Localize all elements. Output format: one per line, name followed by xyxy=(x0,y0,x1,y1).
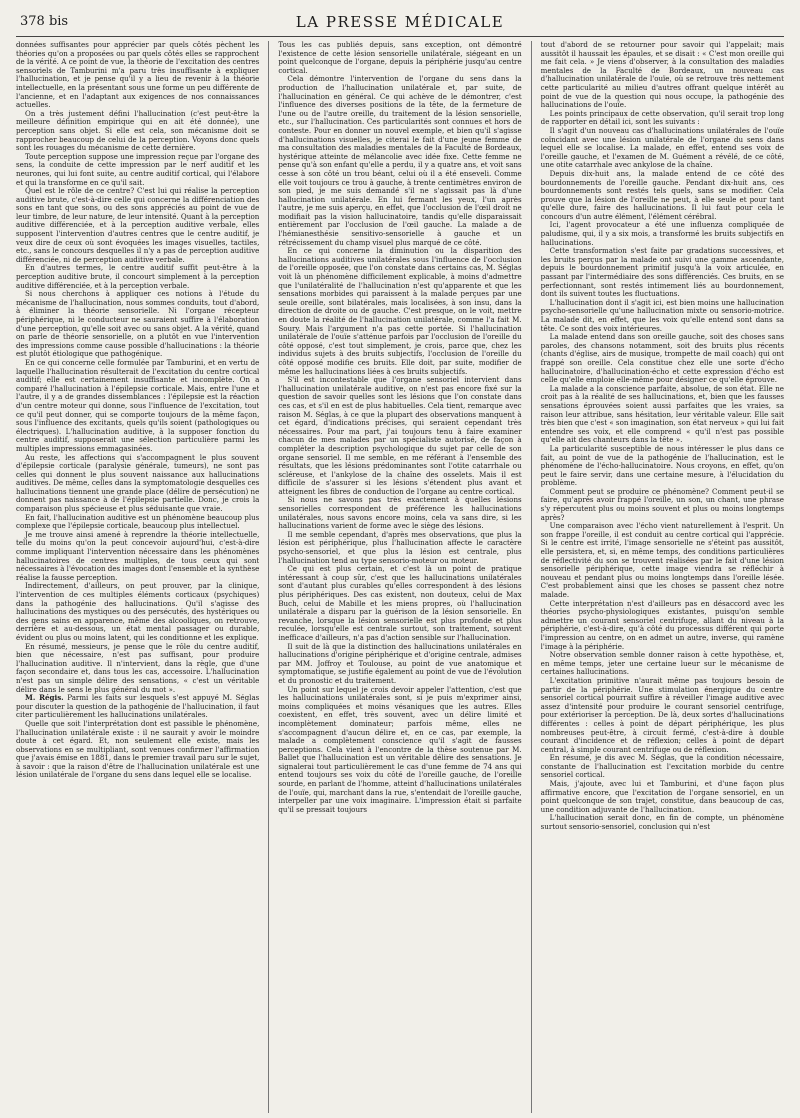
paragraph: Une comparaison avec l'écho vient naturellement à l'esprit. Un son frappe l'oreille, il est conduit au centre cortical qui l'apprécie. Si le centre est irrité, l'image sensorielle ne s'éteint pas aussitôt, elle persistera, et, si, en même temps, des conditions particulières de réflectivité du son se trouvent réalisées par le fait d'une lésion sensorielle périphérique, cette image viendra se réfléchir à nouveau et pendant plus ou moins longtemps dans l'oreille lésée. C'est probablement ainsi que les choses se passent chez notre malade. xyxy=(540,521,784,599)
paragraph: Notre observation semble donner raison à cette hypothèse, et, en même temps, jeter une certaine lueur sur le mécanisme de certaines hallucinations. xyxy=(540,650,784,677)
paragraph: En résumé, je dis avec M. Séglas, que la condition nécessaire, constante de l'hallucination est l'excitation morbide du centre sensoriel cortical. xyxy=(540,753,784,780)
paragraph: Cette transformation s'est faite par gradations successives, et les bruits perçus par la malade ont suivi une gamme ascendante, depuis le bourdonnement primitif jusqu'à la voix articulée, en passant par l'intermédiaire des sons différenciés. Ces bruits, en se perfectionnant, sont restés intimement liés au bourdonnement, dont ils suivent toutes les fluctuations. xyxy=(540,246,784,299)
paragraph: Il suit de là que la distinction des hallucinations unilatérales en hallucinations d'origine périphérique et d'origine centrale, admises par MM. Joffroy et Toulouse, au point de vue anatomique et symptomatique, se justifie également au point de vue de l'évolution et du pronostic et du traitement. xyxy=(278,641,522,685)
paragraph: Tous les cas publiés depuis, sans exception, ont démontré l'existence de cette lésion sensorielle unilatérale, siégeant en un point quelconque de l'organe, depuis la périphérie jusqu'au centre cortical. xyxy=(278,41,522,75)
paragraph: Il s'agit d'un nouveau cas d'hallucinations unilatérales de l'ouïe coïncidant avec une lésion unilatérale de l'organe du sens dans lequel elle se localise. La malade, en effet, entend ses voix de l'oreille gauche, et l'examen de M. Guément a révélé, de ce côté, une otite catarrhale avec ankylose de la chaîne. xyxy=(540,125,784,170)
paragraph: Si nous cherchons à appliquer ces notions à l'étude du mécanisme de l'hallucination, nous sommes conduits, tout d'abord, à éliminer la théorie sensorielle. Ni l'organe récepteur périphérique, ni le conducteur ne sauraient suffire à l'élaboration d'une perception, qu'elle soit avec ou sans objet. A la vérité, quand on parle de théorie sensorielle, on a plutôt en vue l'intervention des impressions comme cause possible d'hallucinations : la théorie est plutôt étiologique que pathogénique. xyxy=(16,289,260,359)
paragraph: Quelle que soit l'interprétation dont est passible le phénomène, l'hallucination unilatérale existe : il ne saurait y avoir le moindre doute à cet égard. Et, non seulement elle existe, mais les observations en se multipliant, sont venues confirmer l'affirmation que j'avais émise en 1881, dans le premier travail paru sur le sujet, à savoir : que la raison d'être de l'hallucination unilatérale est une lésion unilatérale de l'organe du sens dans lequel elle se localise. xyxy=(16,718,260,780)
paragraph: La malade a la conscience parfaite, absolue, de son état. Elle ne croit pas à la réalité de ses hallucinations, et, bien que les fausses sensations éprouvées soient aussi parfaites que les vraies, sa raison leur attribue, sans hésitation, leur véritable valeur. Elle sait très bien que c'est « son imagination, son état nerveux » qui lui fait entendre ses voix, et elle comprend « qu'il n'est pas possible qu'elle ait des chanteurs dans la tête ». xyxy=(540,383,784,445)
paragraph: L'excitation primitive n'aurait même pas toujours besoin de partir de la périphérie. Une stimulation énergique du centre sensoriel cortical pourrait suffire à réveiller l'image auditive avec assez d'intensité pour produire le courant sensoriel centrifuge, pour extérioriser la perception. De là, deux sortes d'hallucinations différentes : celles à point de départ périphérique, les plus nombreuses peut-être, à circuit fermé, c'est-à-dire à double courant d'incidence et de réflexion; celles à point de départ central, à simple courant centrifuge ou de réflexion. xyxy=(540,675,784,754)
column-divider xyxy=(268,41,269,1113)
paragraph: La malade entend dans son oreille gauche, soit des choses sans paroles, des chansons notamment, soit des bruits plus récents (chants d'église, airs de musique, trompette de mail coach) qui ont frappé son oreille. Cela constitue chez elle une sorte d'écho hallucinatoire, d'hallucination-écho et cette expression d'écho est celle qu'elle emploie elle-même pour désigner ce qu'elle éprouve. xyxy=(540,332,784,385)
paragraph: Si nous ne savons pas très exactement à quelles lésions sensorielles correspondent de préférence les hallucinations unilatérales, nous savons encore moins, cela va sans dire, si les hallucinations varient de forme avec le siège des lésions. xyxy=(278,495,522,531)
paragraph: Cela démontre l'intervention de l'organe du sens dans la production de l'hallucination unilatérale et, par suite, de l'hallucination en général. Ce qui achève de le démontrer, c'est l'influence des diverses positions de la tête, de la fermeture de l'une ou de l'autre oreille, du traitement de la lésion sensorielle, etc., sur l'hallucination. Ces particularités sont connues et hors de conteste. Pour en donner un nouvel exemple, et bien qu'il s'agisse d'hallucinations visuelles, je citerai le fait d'une jeune femme de ma consultation des maladies mentales de la Faculté de Bordeaux, hystérique atteinte de mélancolie avec idée fixe. Cette femme ne pense qu'à son enfant qu'elle a perdu, il y a quatre ans, et voit sans cesse à son côté un trou béant, celui où il a été enseveli. Comme elle voit toujours ce trou à gauche, à trente centimètres environ de son pied, je me suis demandé s'il ne s'agissait pas là d'une hallucination unilatérale. En lui fermant les yeux, l'un après l'autre, je me suis aperçu, en effet, que l'occlusion de l'œil droit ne modifiait pas la vision hallucinatoire, tandis qu'elle disparaissait entièrement par l'occlusion de l'œil gauche. La malade a de l'hémianesthésie sensitivo-sensorielle à gauche et un rétrécissement du champ visuel plus marqué de ce côté. xyxy=(278,74,522,247)
column-left xyxy=(16,41,259,1113)
paragraph: tout d'abord de se retourner pour savoir qui l'appelait; mais aussitôt il haussait les épaules, et se disait : « C'est mon oreille qui me fait cela. » Je viens d'observer, à la consultation des maladies mentales de la Faculté de Bordeaux, un nouveau cas d'hallucination unilatérale de l'ouïe, où se retrouve très nettement cette particularité au milieu d'autres offrant quelque intérêt au point de vue de la question qui nous occupe, la pathogénie des hallucinations de l'ouïe. xyxy=(540,41,784,110)
paragraph: Ce qui est plus certain, et c'est là un point de pratique intéressant à coup sûr, c'est que les hallucinations unilatérales sont d'autant plus curables qu'elles correspondent à des lésions plus périphériques. Des cas existent, non douteux, celui de Max Buch, celui de Mabille et les miens propres, où l'hallucination unilatérale a disparu par la guérison de la lésion sensorielle. En revanche, lorsque la lésion sensorielle est plus profonde et plus reculée, lorsqu'elle est centrale surtout, son traitement, souvent inefficace d'ailleurs, n'a pas d'action sensible sur l'hallucination. xyxy=(278,564,522,642)
paragraph: Indirectement, d'ailleurs, on peut prouver, par la clinique, l'intervention de ces multiples éléments corticaux (psychiques) dans la pathogénie des hallucinations. Qu'il s'agisse des hallucinations des mystiques ou des persécutés, des hystériques ou des gens sains en apparence, même des alcooliques, on retrouve, derrière et au-dessous, un état mental passager ou durable, évident ou plus ou moins latent, qui les conditionne et les explique. xyxy=(16,581,260,642)
paragraph: Ici, l'agent provocateur a été une influenza compliquée de paludisme, qui, il y a six mois, a transformé les bruits subjectifs en hallucinations. xyxy=(540,220,784,247)
page-header xyxy=(16,6,784,37)
paragraph: S'il est incontestable que l'organe sensoriel intervient dans l'hallucination unilatérale auditive, on n'est pas encore fixé sur la question de savoir quelles sont les lésions que l'on constate dans ces cas, et s'il en est de plus habituelles. Cela tient, remarque avec raison M. Séglas, à ce que la plupart des observations manquent à cet égard, d'indications précises, qui seraient cependant très nécessaires. Pour ma part, j'ai toujours tenu à faire examiner chacun de mes malades par un spécialiste autorisé, de façon à compléter la description psychologique du sujet par celle de son organe sensoriel. Il me semble, en me référant à l'ensemble des résultats, que les lésions prédominantes sont l'otite catarrhale ou scléreuse, et l'ankylose de la chaîne des osselets. Mais il est difficile de s'assurer si les lésions s'étendent plus avant et atteignent les fibres de conduction de l'organe au centre cortical. xyxy=(278,375,522,496)
paragraph: données suffisantes pour apprécier par quels côtés pèchent les théories qu'on a proposées ou par quels côtés elles se rapprochent de la vérité. A ce point de vue, la théorie de l'excitation des centres sensoriels de Tamburini m'a paru très insuffisante à expliquer l'hallucination, et je pense qu'il y a lieu de revenir à la théorie intellectuelle, en la présentant sous une forme un peu différente de l'ancienne, et en l'adaptant aux exigences de nos connaissances actuelles. xyxy=(16,41,260,110)
paragraph: En résumé, messieurs, je pense que le rôle du centre auditif, bien que nécessaire, n'est pas suffisant, pour produire l'hallucination auditive. Il n'intervient, dans la règle, que d'une façon secondaire et, dans tous les cas, accessoire. L'hallucination n'est pas un simple délire des sensations, « c'est un véritable délire dans le sens le plus général du mot ». xyxy=(16,641,260,694)
paragraph: En ce qui concerne la diminution ou la disparition des hallucinations auditives unilatérales sous l'influence de l'occlusion de l'oreille opposée, que l'on constate dans certains cas, M. Séglas voit là un phénomène difficilement explicable, à moins d'admettre que l'unilatéralité de l'hallucination n'est qu'apparente et que les sensations morbides qui paraissent à la malade perçues par une seule oreille, sont bilatérales, mais localisées, à son insu, dans la direction de droite ou de gauche. C'est presque, on le voit, mettre en doute la réalité de l'hallucination unilatérale, comme l'a fait M. Soury. Mais l'argument n'a pas cette portée. Si l'hallucination unilatérale de l'ouïe s'atténue parfois par l'occlusion de l'oreille du côté opposé, c'est tout simplement, je crois, parce que, chez les individus sujets à des bruits subjectifs, l'occlusion de l'oreille du côté opposé modifie ces bruits. Elle doit, par suite, modifier de même les hallucinations liées à ces bruits subjectifs. xyxy=(278,246,522,376)
paragraph: L'hallucination serait donc, en fin de compte, un phénomène surtout sensorio-sensoriel, conclusion qui n'est xyxy=(540,813,784,832)
paragraph: En fait, l'hallucination auditive est un phénomène beaucoup plus complexe que l'épilepsie corticale, beaucoup plus intellectuel. xyxy=(16,512,260,531)
paragraph: Quel est le rôle de ce centre? C'est lui qui réalise la perception auditive brute, c'est-à-dire celle qui concerne la différenciation des sons en tant que sons, ou des sons appréciés au point de vue de leur timbre, de leur nature, de leur intensité. Quant à la perception auditive différenciée, et à la perception auditive verbale, elles supposent l'intervention d'autres centres que le centre auditif, je veux dire de ceux où sont évoquées les images visuelles, tactiles, etc., sans le concours desquelles il n'y a pas de perception auditive différenciée, ni de perception auditive verbale. xyxy=(16,186,260,264)
paragraph: Comment peut se produire ce phénomène? Comment peut-il se faire, qu'après avoir frappé l'oreille, un son, un chant, une phrase s'y répercutent plus ou moins souvent et plus ou moins longtemps après? xyxy=(540,486,784,522)
column-middle xyxy=(278,41,521,1113)
speaker-name: M. Régis. xyxy=(25,693,64,703)
paragraph: Les points principaux de cette observation, qu'il serait trop long de rapporter en détail ici, sont les suivants : xyxy=(540,108,784,127)
paragraph: Il me semble cependant, d'après mes observations, que plus la lésion est périphérique, plus l'hallucination affecte le caractère psycho-sensoriel, et que plus la lésion est centrale, plus l'hallucination tend au type sensorio-moteur ou moteur. xyxy=(278,529,522,565)
paragraph: Je me trouve ainsi amené à reprendre la théorie intellectuelle, telle du moins qu'on la peut concevoir aujourd'hui, c'est-à-dire comme impliquant l'intervention nécessaire dans les phénomènes hallucinatoires de centres multiples, de tous ceux qui sont nécessaires à l'évocation des images dont l'ensemble et la synthèse réalise la fausse perception. xyxy=(16,529,260,582)
paragraph: Un point sur lequel je crois devoir appeler l'attention, c'est que les hallucinations unilatérales sont, si je puis m'exprimer ainsi, moins compliquées et moins vésaniques que les autres. Elles coexistent, en effet, très souvent, avec un délire limité et incomplètement dominateur; parfois même, elles ne s'accompagnent d'aucun délire et, en ce cas, par exemple, la malade a complètement conscience qu'il s'agit de fausses perceptions. Cela vient à l'encontre de la thèse soutenue par M. Ballet que l'hallucination est un véritable délire des sensations. Je signalerai tout particulièrement le cas d'une femme de 74 ans qui entend toujours ses voix du côté de l'oreille gauche, de l'oreille sourde, en parlant de l'homme, atteint d'hallucinations unilatérales de l'ouïe, qui, marchant dans la rue, s'entendait de l'oreille gauche, interpeller par une voix imaginaire. L'impression était si parfaite qu'il se pressait toujours xyxy=(278,684,522,814)
paragraph xyxy=(16,694,259,720)
paragraph: Cette interprétation n'est d'ailleurs pas en désaccord avec les théories psycho-physiologiques existantes, puisqu'on semble admettre un courant sensoriel centrifuge, allant du niveau à la périphérie, c'est-à-dire, qu'à côté du processus différent qui porte l'impression au centre, on en admet un autre, inverse, qui ramène l'image à la périphérie. xyxy=(540,598,784,651)
journal-title: LA PRESSE MÉDICALE xyxy=(295,13,505,31)
paragraph: On a très justement défini l'hallucination (c'est peut-être la meilleure définition empirique qui en ait été donnée), une perception sans objet. Si elle est cela, son mécanisme doit se rapprocher beaucoup de celui de la perception. Voyons donc quels sont les rouages du mécanisme de cette dernière. xyxy=(16,108,260,153)
column-right xyxy=(541,41,784,1113)
text-columns xyxy=(16,41,784,1113)
paragraph: En ce qui concerne celle formulée par Tamburini, et en vertu de laquelle l'hallucination résulterait de l'excitation du centre cortical auditif; elle est certainement insuffisante et incomplète. On a comparé l'hallucination à l'épilepsie corticale. Mais, entre l'une et l'autre, il y a de grandes dissemblances : l'épilepsie est la réaction d'un centre moteur qui donne, sous l'influence de l'excitation, tout ce qu'il peut donner, qui se comporte toujours de la même façon, sous l'influence des excitants, quels qu'ils soient (pathologiques ou électriques). L'hallucination auditive, à la supposer fonction du centre auditif, supposerait une sélection particulière parmi les multiples impressions emmagasinées. xyxy=(16,357,260,453)
paragraph: Depuis dix-huit ans, la malade entend de ce côté des bourdonnements de l'oreille gauche. Pendant dix-huit ans, ces bourdonnements sont restés tels quels, sans se modifier. Cela prouve que la lésion de l'oreille ne peut, à elle seule et pour tant qu'elle dure, faire des hallucinations. Il lui faut pour cela le concours d'un autre élément, l'élément cérébral. xyxy=(540,168,784,221)
paragraph: L'hallucination dont il s'agit ici, est bien moins une hallucination psycho-sensorielle qu'une hallucination mixte ou sensorio-motrice. La malade dit, en effet, que les voix qu'elle entend sont dans sa tête. Ce sont des voix intérieures. xyxy=(540,297,784,333)
paragraph: Au reste, les affections qui s'accompagnent le plus souvent d'épilepsie corticale (paralysie générale, tumeurs), ne sont pas celles qui donnent le plus souvent naissance aux hallucinations auditives. De même, celles dans la symptomatologie desquelles ces hallucinations tiennent une grande place (délire de persécution) ne donnent pas naissance à de l'épilepsie partielle. Donc, je crois la comparaison plus spécieuse et plus séduisante que vraie. xyxy=(16,452,260,514)
paragraph: Mais, j'ajoute, avec lui et Tamburini, et d'une façon plus affirmative encore, que l'excitation de l'organe sensoriel, en un point quelconque de son trajet, constitue, dans beaucoup de cas, une condition adjuvante de l'hallucination. xyxy=(540,779,784,814)
paragraph: En d'autres termes, le centre auditif suffit peut-être à la perception auditive brute, il concourt simplement à la perception auditive différenciée, et à la perception verbale. xyxy=(16,263,260,290)
paragraph-text: Parmi les faits sur lesquels s'est appuyé M. Séglas pour discuter la question de la pathogénie de l'hallucination, il faut citer particulièrement les hallucinations unilatérales. xyxy=(16,693,260,720)
column-divider xyxy=(531,41,532,1113)
paragraph: Toute perception suppose une impression reçue par l'organe des sens, la conduite de cette impression par le nerf auditif et les neurones, qui lui font suite, au centre auditif cortical, qui l'élabore et qui la transforme en ce qu'il sait. xyxy=(16,151,260,187)
page-number: 378 bis xyxy=(20,14,69,29)
paragraph: La particularité susceptible de nous intéresser le plus dans ce fait, au point de vue de la pathogénie de l'hallucination, est le phénomène de l'écho-hallucinatoire. Nous croyons, en effet, qu'on peut le faire servir, dans une certaine mesure, à l'élucidation du problème. xyxy=(540,443,784,488)
